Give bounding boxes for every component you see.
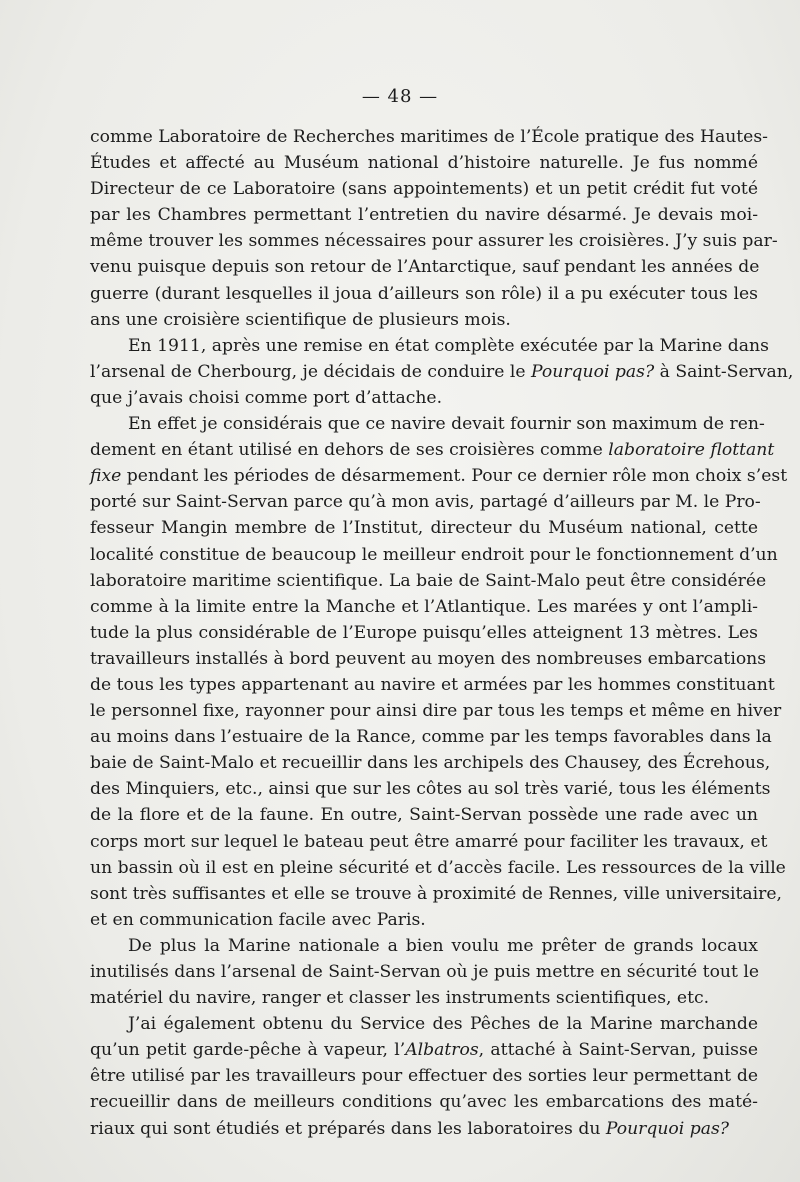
paragraph (90, 933, 758, 1011)
text-line: des Minquiers, etc., ainsi que sur les côtes au sol très varié, tous les éléments (90, 779, 771, 800)
text-line: comme à la limite entre la Manche et l’Atlantique. Les marées y ont l’ampli- (90, 596, 758, 617)
page-number: — 48 — (361, 86, 439, 107)
text-line: venu puisque depuis son retour de l’Antarctique, sauf pendant les années de (90, 257, 760, 278)
text-line: Études et affecté au Muséum national d’histoire naturelle. Je fus nommé (90, 153, 758, 174)
text-line: de tous les types appartenant au navire et armées par les hommes constituant (90, 674, 775, 695)
text-line: guerre (durant lesquelles il joua d’ailleurs son rôle) il a pu exécuter tous les (90, 283, 758, 304)
text-line: recueillir dans de meilleurs conditions qu’avec les embarcations des maté- (90, 1092, 758, 1113)
paragraph (90, 124, 778, 333)
body-text (90, 124, 794, 1142)
paragraph (90, 333, 794, 411)
text-line: ans une croisière scientifique de plusieurs mois. (90, 309, 511, 330)
text-line: l’arsenal de Cherbourg, je décidais de conduire le Pourquoi pas? à Saint-Servan, (90, 361, 794, 382)
text-line: au moins dans l’estuaire de la Rance, comme par les temps favorables dans la (90, 727, 772, 748)
paragraph (90, 1011, 758, 1141)
text-line: dement en étant utilisé en dehors de ses croisières comme laboratoire flottant (90, 440, 775, 461)
italic-text: laboratoire flottant (608, 440, 775, 461)
text-line: comme Laboratoire de Recherches maritimes de l’École pratique des Hautes- (90, 127, 768, 147)
text-line: riaux qui sont étudiés et préparés dans les laboratoires du Pourquoi pas? (90, 1118, 730, 1139)
text-line: inutilisés dans l’arsenal de Saint-Servan où je puis mettre en sécurité tout le (90, 962, 760, 982)
text-line: baie de Saint-Malo et recueillir dans les archipels des Chausey, des Écrehous, (90, 753, 771, 774)
italic-text: fixe (90, 466, 122, 487)
text-line: qu’un petit garde-pêche à vapeur, l’Albatros, attaché à Saint-Servan, puisse (90, 1040, 758, 1061)
text-line: En 1911, après une remise en état complète exécutée par la Marine dans (128, 335, 769, 356)
text-line: être utilisé par les travailleurs pour effectuer des sorties leur permettant de (90, 1066, 758, 1087)
text-line: Directeur de ce Laboratoire (sans appointements) et un petit crédit fut voté (90, 179, 758, 200)
paragraph (90, 411, 788, 933)
text-line: de la flore et de la faune. En outre, Saint-Servan possède une rade avec un (90, 805, 758, 826)
text-line: corps mort sur lequel le bateau peut être amarré pour faciliter les travaux, et (90, 831, 768, 852)
text-line: De plus la Marine nationale a bien voulu me prêter de grands locaux (128, 935, 758, 956)
text-line: matériel du navire, ranger et classer les instruments scientifiques, etc. (90, 988, 710, 1009)
text-line: sont très suffisantes et elle se trouve à proximité de Rennes, ville universitaire, (90, 883, 782, 904)
text-line: même trouver les sommes nécessaires pour assurer les croisières. J’y suis par- (90, 231, 778, 252)
italic-text: Pourquoi pas? (605, 1118, 730, 1139)
text-line: porté sur Saint-Servan parce qu’à mon avis, partagé d’ailleurs par M. le Pro- (90, 492, 761, 513)
text-line: un bassin où il est en pleine sécurité et d’accès facile. Les ressources de la ville (90, 857, 786, 878)
text-line: et en communication facile avec Paris. (90, 909, 426, 930)
text-line: travailleurs installés à bord peuvent au moyen des nombreuses embarcations (90, 648, 767, 669)
text-line: fesseur Mangin membre de l’Institut, directeur du Muséum national, cette (90, 518, 758, 539)
italic-text: Pourquoi pas? (531, 361, 655, 382)
text-line: tude la plus considérable de l’Europe puisqu’elles atteignent 13 mètres. Les (90, 622, 758, 643)
text-line: que j’avais choisi comme port d’attache. (90, 387, 443, 408)
text-line: fixe pendant les périodes de désarmement. Pour ce dernier rôle mon choix s’est (90, 466, 788, 487)
text-line: localité constitue de beaucoup le meilleur endroit pour le fonctionnement d’un (90, 544, 778, 565)
text-line: le personnel fixe, rayonner pour ainsi dire par tous les temps et même en hiver (90, 701, 782, 722)
text-line: En effet je considérais que ce navire devait fournir son maximum de ren- (128, 414, 765, 435)
text-line: laboratoire maritime scientifique. La baie de Saint-Malo peut être considérée (90, 570, 767, 591)
italic-text: Albatros (405, 1040, 479, 1061)
text-line: J’ai également obtenu du Service des Pêches de la Marine marchande (128, 1014, 758, 1035)
text-line: par les Chambres permettant l’entretien du navire désarmé. Je devais moi- (90, 205, 758, 226)
